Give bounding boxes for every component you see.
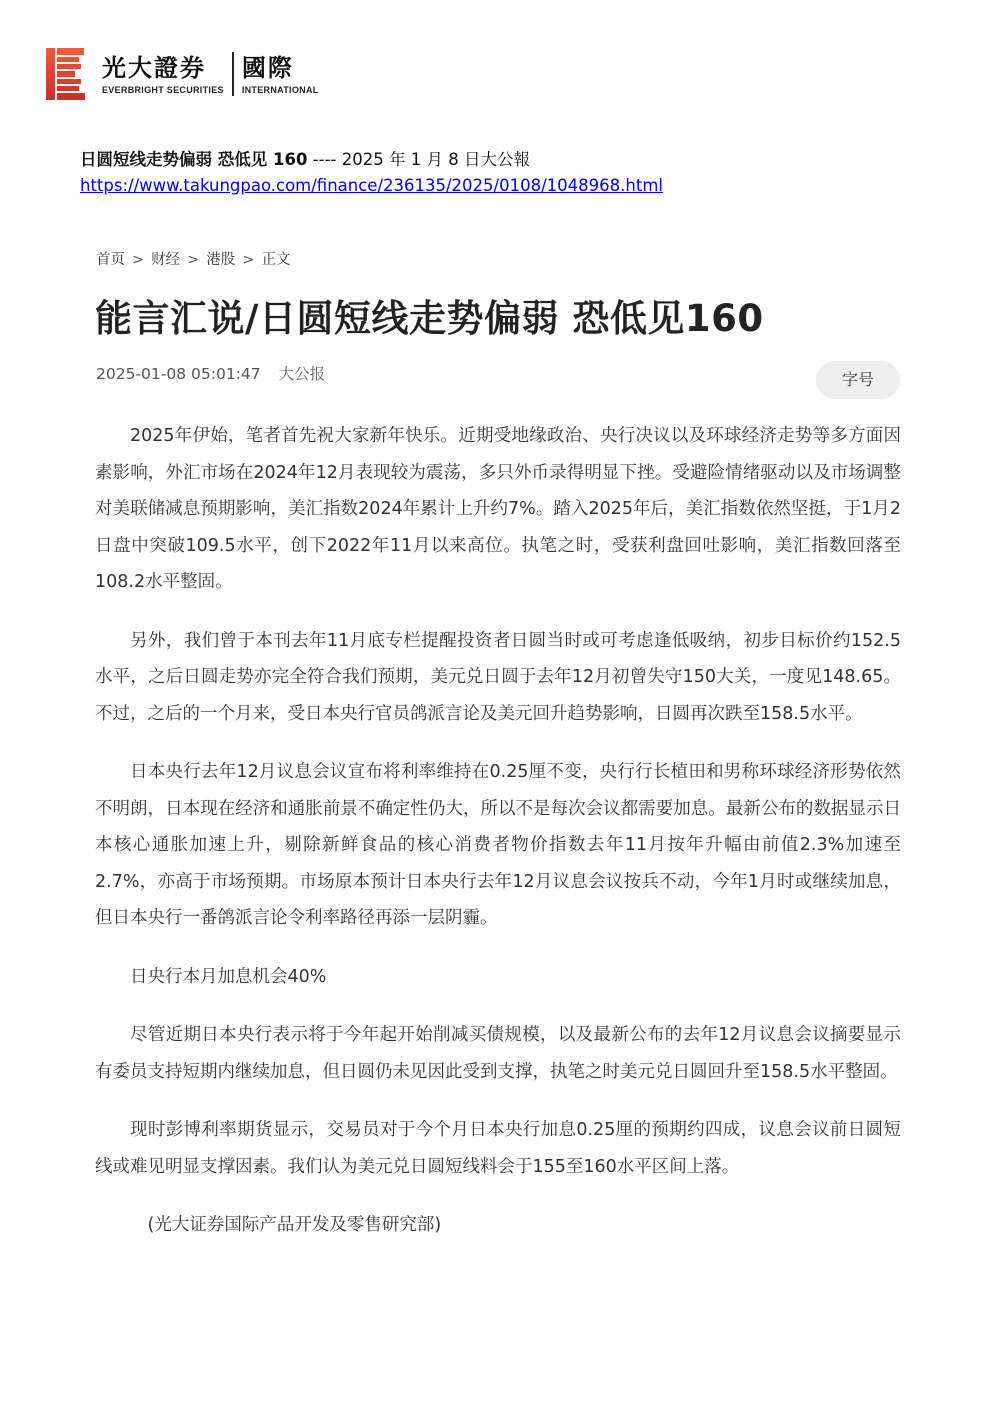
logo-intl-cn: 國際 [241, 53, 294, 82]
breadcrumb-separator: > [132, 252, 145, 268]
breadcrumb [96, 248, 290, 269]
everbright-logo-icon [46, 48, 86, 100]
logo-divider [232, 52, 234, 96]
breadcrumb-item-home[interactable]: 首页 [96, 252, 125, 268]
article-subheading: 日央行本月加息机会40% [130, 966, 327, 987]
font-size-button[interactable]: 字号 [816, 361, 900, 399]
breadcrumb-item-article: 正文 [261, 252, 291, 268]
article-paragraph: 2025年伊始，笔者首先祝大家新年快乐。近期受地缘政治、央行决议以及环球经济走势等多方面因素影响，外汇市场在2024年12月表现较为震荡，多只外币录得明显下挫。受避险情绪驱动以及市场调整对美联储减息预期影响，美汇指数2024年累计上升约7%。踏入2025年后，美汇指数依然坚挺，于1月2日盘中突破109.5水平，创下2022年11月以来高位。执笔之时，受获利盘回吐影响，美汇指数回落至108.2水平整固。 [95, 426, 901, 592]
logo-intl-en: INTERNATIONAL [241, 84, 319, 95]
article-source: 大公报 [278, 365, 326, 383]
article-credit: (光大证券国际产品开发及零售研究部) [147, 1215, 442, 1235]
article-title: 能言汇说/日圆短线走势偏弱 恐低见160 [95, 297, 764, 340]
breadcrumb-item-hk-stocks[interactable]: 港股 [206, 252, 236, 268]
article-paragraph: 现时彭博利率期货显示，交易员对于今个月日本央行加息0.25厘的预期约四成，议息会议前日圆短线或难见明显支撑因素。我们认为美元兑日圆短线料会于155至160水平区间上落。 [95, 1120, 901, 1177]
document-title-date: ---- 2025 年 1 月 8 日大公報 [307, 150, 530, 169]
article-paragraph: 日本央行去年12月议息会议宣布将利率维持在0.25厘不变，央行行长植田和男称环球经济形势依然不明朗，日本现在经济和通胀前景不确定性仍大，所以不是每次会议都需要加息。最新公布的数据显示日本核心通胀加速上升，剔除新鲜食品的核心消费者物价指数去年11月按年升幅由前值2.3%加速至2.7%，亦高于市场预期。市场原本预计日本央行去年12月议息会议按兵不动，今年1月时或继续加息，但日本央行一番鸽派言论令利率路径再添一层阴霾。 [95, 762, 901, 928]
article-meta [96, 362, 325, 384]
logo-name-cn: 光大證券 [102, 53, 206, 82]
breadcrumb-separator: > [242, 252, 255, 268]
breadcrumb-separator: > [187, 252, 200, 268]
document-title-bold: 日圆短线走势偏弱 恐低见 160 [80, 150, 308, 169]
company-logo [46, 48, 319, 100]
article-body [95, 418, 901, 1266]
document-title [80, 146, 530, 170]
article-paragraph: 另外，我们曾于本刊去年11月底专栏提醒投资者日圆当时或可考虑逢低吸纳，初步目标价约152.5水平，之后日圆走势亦完全符合我们预期，美元兑日圆于去年12月初曾失守150大关，一度见148.65。不过，之后的一个月来，受日本央行官员鸽派言论及美元回升趋势影响，日圆再次跌至158.5水平。 [95, 630, 901, 724]
article-paragraph: 尽管近期日本央行表示将于今年起开始削减买债规模，以及最新公布的去年12月议息会议摘要显示有委员支持短期内继续加息，但日圆仍未见因此受到支撑，执笔之时美元兑日圆回升至158.5水平整固。 [95, 1025, 901, 1082]
article-datetime: 2025-01-08 05:01:47 [96, 365, 261, 383]
logo-name-en: EVERBRIGHT SECURITIES [102, 84, 224, 95]
breadcrumb-item-finance[interactable]: 财经 [151, 252, 181, 268]
source-url-link[interactable]: https://www.takungpao.com/finance/236135/2025/0108/1048968.html [80, 176, 663, 195]
